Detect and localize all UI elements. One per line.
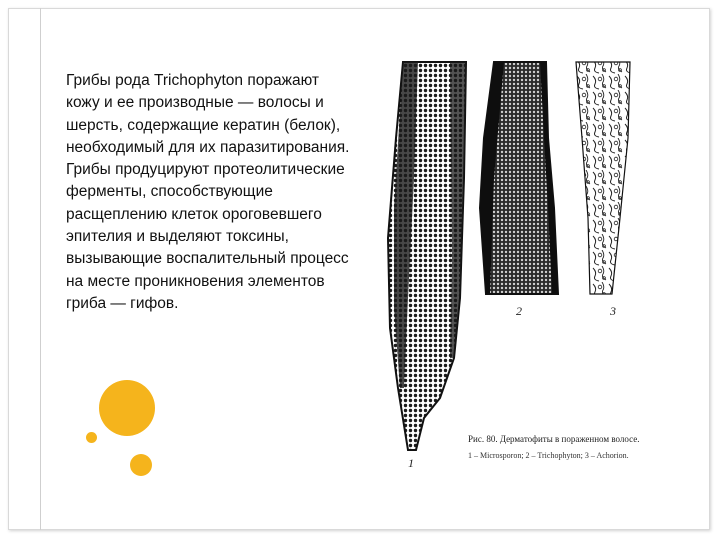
- decorative-vertical-line: [40, 8, 41, 530]
- slide-body-text: Грибы рода Trichophyton поражают кожу и ее производные — волосы и шерсть, содержащие кератин (белок), необходимый для их паразитирования. Грибы продуцируют протеолитические ферменты, способствующие расщеплению клеток ороговевшего эпителия и выделяют токсины, вызывающие воспалительный процесс на месте проникновения элементов гриба — гифов.: [66, 72, 350, 312]
- figure-caption: Рис. 80. Дерматофиты в пораженном волосе.: [468, 434, 640, 444]
- figure-label-3: 3: [610, 304, 616, 318]
- hair-2-trichophyton: [480, 62, 558, 294]
- figure-label-2: 2: [516, 304, 522, 318]
- hair-1-microsporon: [388, 62, 466, 450]
- hair-illustration: [368, 58, 658, 478]
- figure-legend: 1 – Microsporon; 2 – Trichophyton; 3 – Achorion.: [468, 451, 629, 460]
- decorative-circle-large: [99, 380, 155, 436]
- decorative-circle-small: [86, 432, 97, 443]
- decorative-circle-medium: [130, 454, 152, 476]
- dermatophyte-figure: [368, 58, 658, 478]
- hair-3-achorion: [576, 62, 630, 294]
- figure-label-1: 1: [408, 456, 414, 470]
